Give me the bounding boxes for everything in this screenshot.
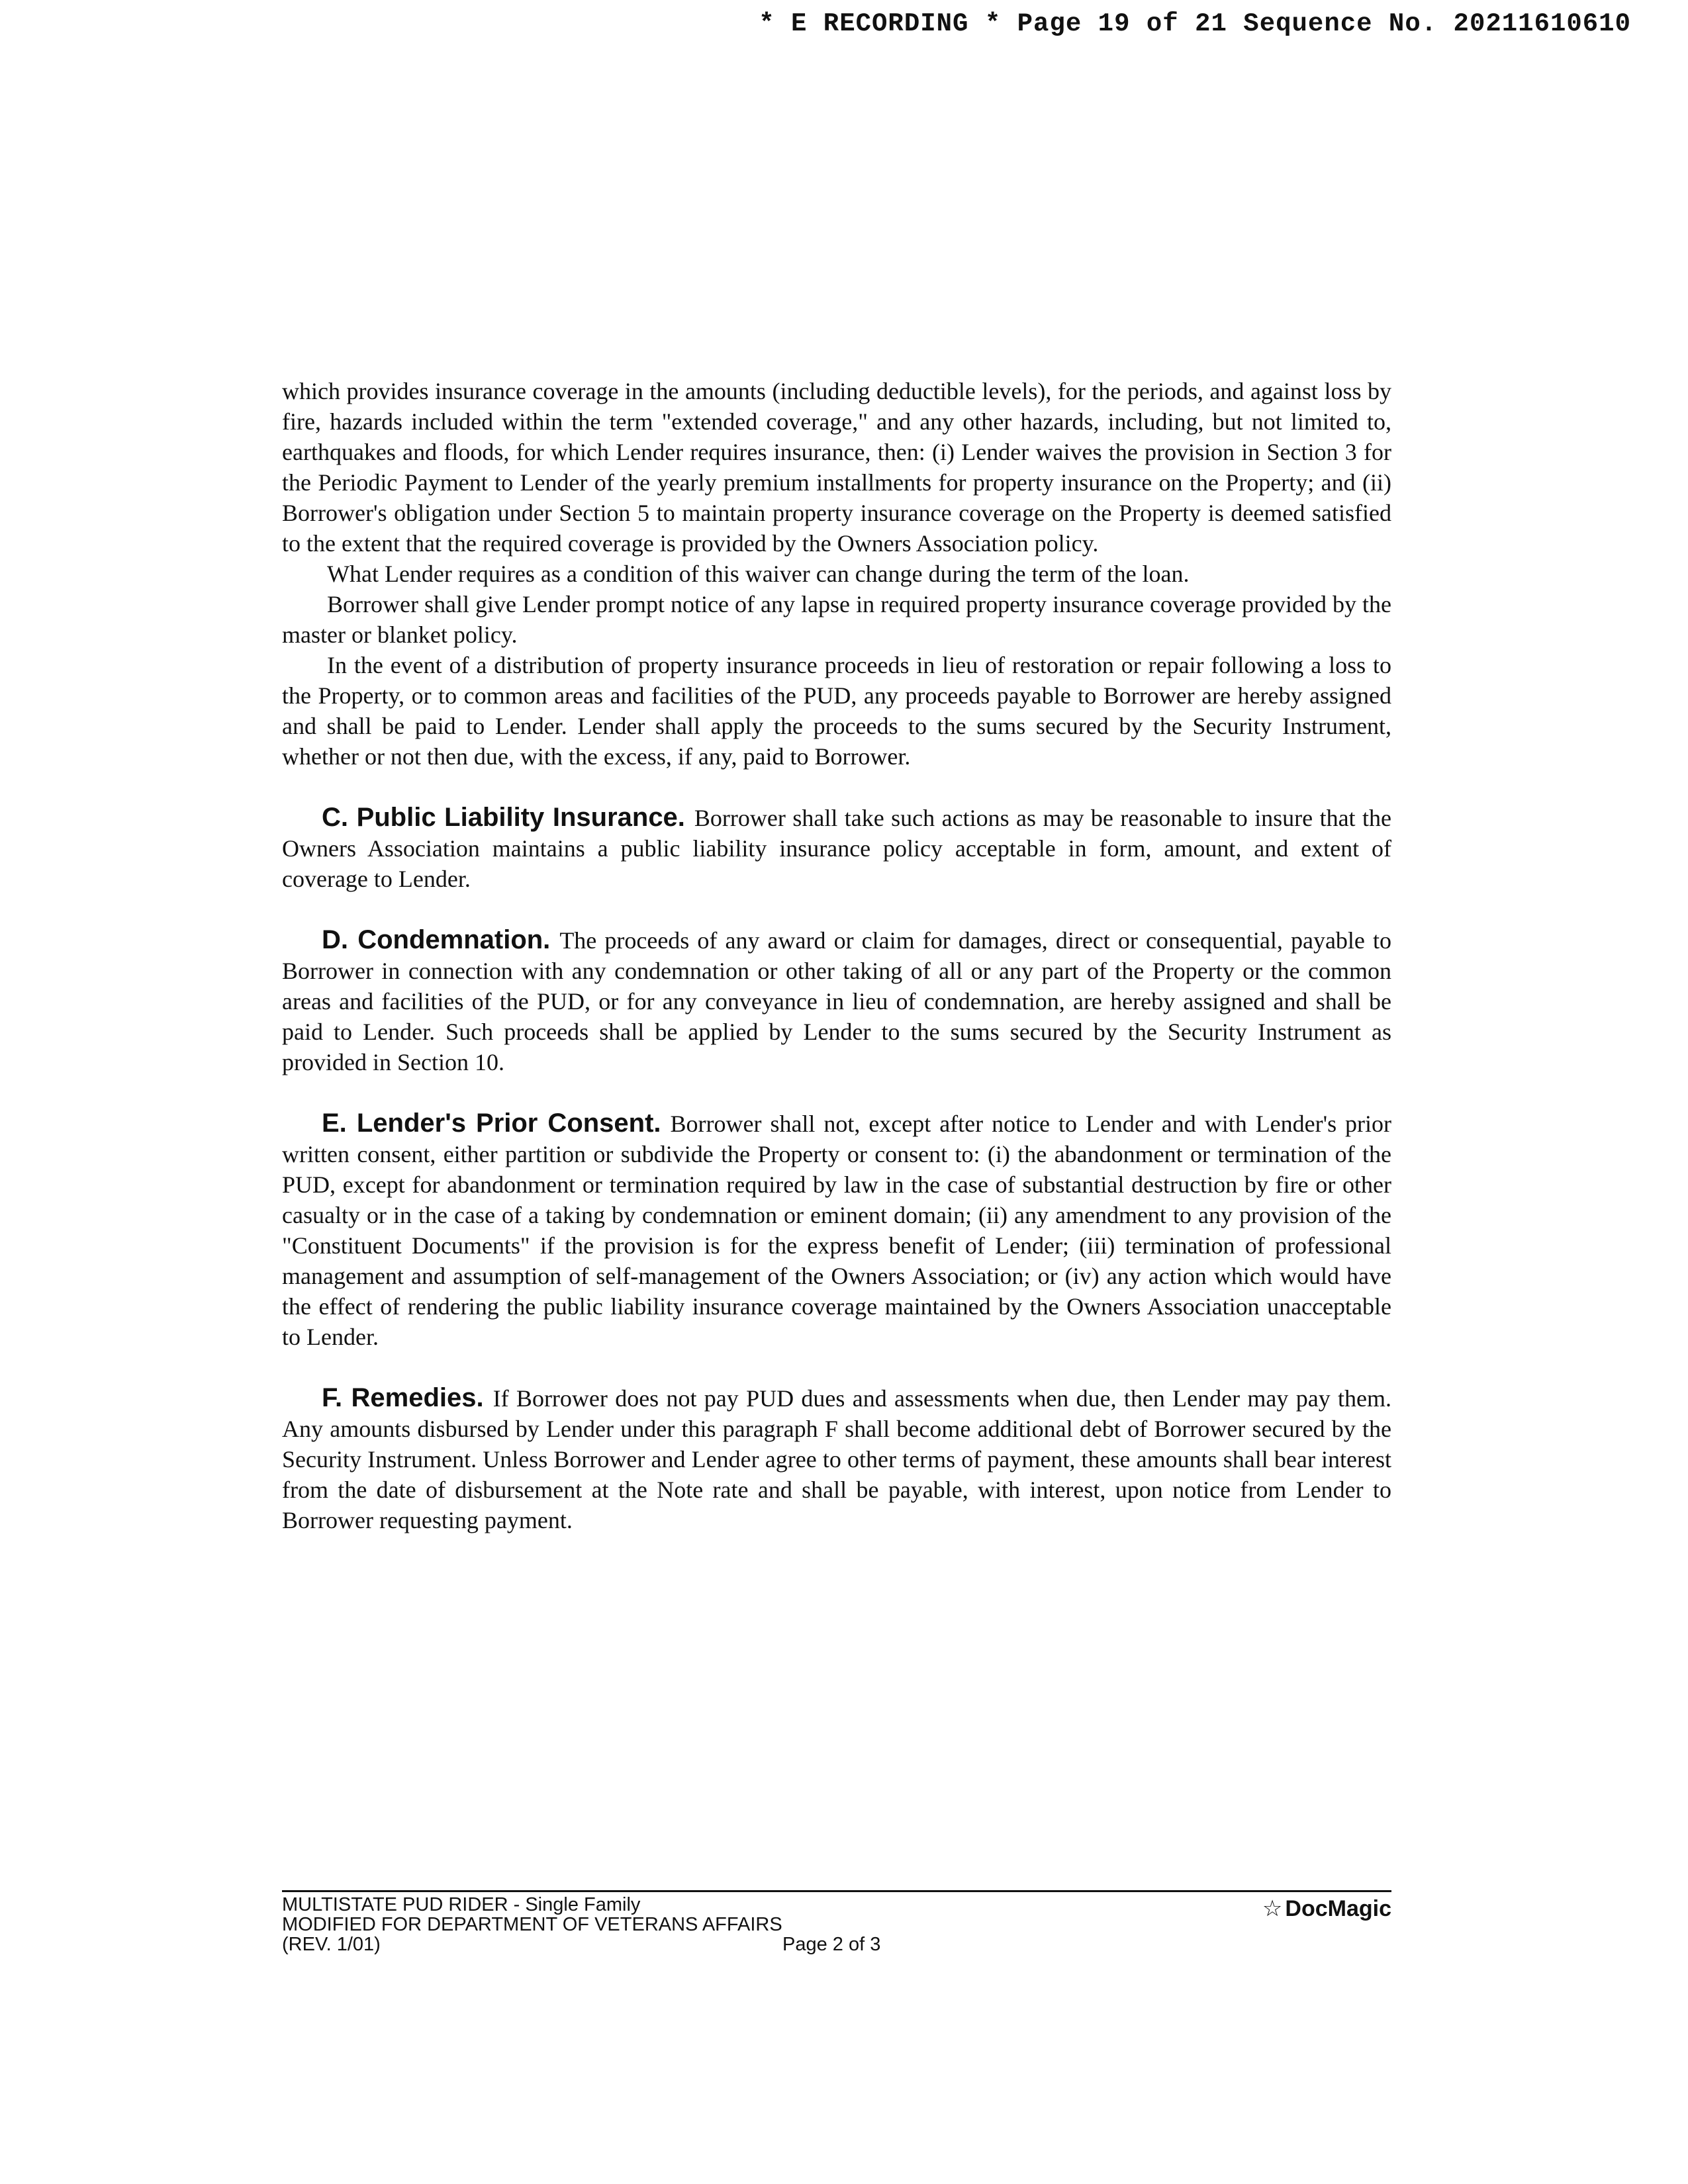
section-text-remedies: If Borrower does not pay PUD dues and assessments when due, then Lender may pay them. Any amounts disbursed by Lender under this paragraph F shall become additional debt of Borrower secured by the Security Instrument. Unless Borrower and Lender agree to other terms of payment, these amounts shall bear interest from the date of disbursement at the Note rate and shall be payable, with interest, upon notice from Lender to Borrower requesting payment. — [282, 1385, 1391, 1533]
form-footer — [282, 1890, 1391, 1954]
section-text-public-liability: Borrower shall take such actions as may be reasonable to insure that the Owners Association maintains a public liability insurance policy acceptable in form, amount, and extent of coverage to Lender. — [282, 805, 1391, 892]
paragraph-insurance-proceeds: In the event of a distribution of property insurance proceeds in lieu of restoration or repair following a loss to the Property, or to common areas and facilities of the PUD, any proceeds payable to Borrower are hereby assigned and shall be paid to Lender. Lender shall apply the proceeds to the sums secured by the Security Instrument, whether or not then due, with the excess, if any, paid to Borrower. — [282, 652, 1391, 770]
section-heading-remedies: F. Remedies. — [322, 1383, 484, 1412]
section-prior-consent — [282, 1108, 1391, 1352]
paragraph-insurance-coverage: which provides insurance coverage in the amounts (including deductible levels), for the periods, and against loss by fire, hazards included within the term "extended coverage," and any other hazards, including, but not limited to, earthquakes and floods, for which Lender requires insurance, then: (i) Lender waives the provision in Section 3 for the Periodic Payment to Lender of the yearly premium installments for property insurance on the Property; and (ii) Borrower's obligation under Section 5 to maintain property insurance coverage on the Property is deemed satisfied to the extent that the required coverage is provided by the Owners Association policy. — [282, 378, 1391, 557]
section-remedies — [282, 1383, 1391, 1535]
section-condemnation — [282, 925, 1391, 1077]
section-heading-condemnation: D. Condemnation. — [322, 925, 551, 954]
paragraph-waiver-condition: What Lender requires as a condition of this waiver can change during the term of the loan. — [327, 561, 1190, 587]
section-text-condemnation: The proceeds of any award or claim for damages, direct or consequential, payable to Borrower in connection with any condemnation or other taking of all or any part of the Property or the common areas and facilities of the PUD, or for any conveyance in lieu of condemnation, are hereby assigned and shall be paid to Lender. Such proceeds shall be applied by Lender to the sums secured by the Security Instrument as provided in Section 10. — [282, 927, 1391, 1075]
footer-form-revision: (REV. 1/01) — [282, 1934, 381, 1955]
footer-form-modification: MODIFIED FOR DEPARTMENT OF VETERANS AFFAIRS — [282, 1914, 782, 1935]
section-heading-prior-consent: E. Lender's Prior Consent. — [322, 1109, 661, 1138]
footer-form-title: MULTISTATE PUD RIDER - Single Family — [282, 1894, 641, 1915]
recording-stamp: * E RECORDING * Page 19 of 21 Sequence No. 20211610610 — [759, 9, 1631, 38]
document-body — [282, 376, 1391, 1535]
section-text-prior-consent: Borrower shall not, except after notice to Lender and with Lender's prior written consent, either partition or subdivide the Property or consent to: (i) the abandonment or termination of the PUD, except for abandonment or termination required by law in the case of substantial destruction by fire or other casualty or in the case of a taking by condemnation or eminent domain; (ii) any amendment to any provision of the "Constituent Documents" if the provision is for the express benefit of Lender; (iii) termination of professional management and assumption of self-management of the Owners Association; or (iv) any action which would have the effect of rendering the public liability insurance coverage maintained by the Owners Association unacceptable to Lender. — [282, 1111, 1391, 1350]
docmagic-logo — [1262, 1896, 1391, 1921]
docmagic-logo-text: DocMagic — [1285, 1896, 1391, 1921]
section-heading-public-liability: C. Public Liability Insurance. — [322, 803, 685, 832]
footer-page-number: Page 2 of 3 — [782, 1934, 881, 1955]
paragraph-lapse-notice: Borrower shall give Lender prompt notice of any lapse in required property insurance coverage provided by the master or blanket policy. — [282, 591, 1391, 648]
section-public-liability — [282, 802, 1391, 894]
star-icon: ☆ — [1262, 1896, 1283, 1921]
